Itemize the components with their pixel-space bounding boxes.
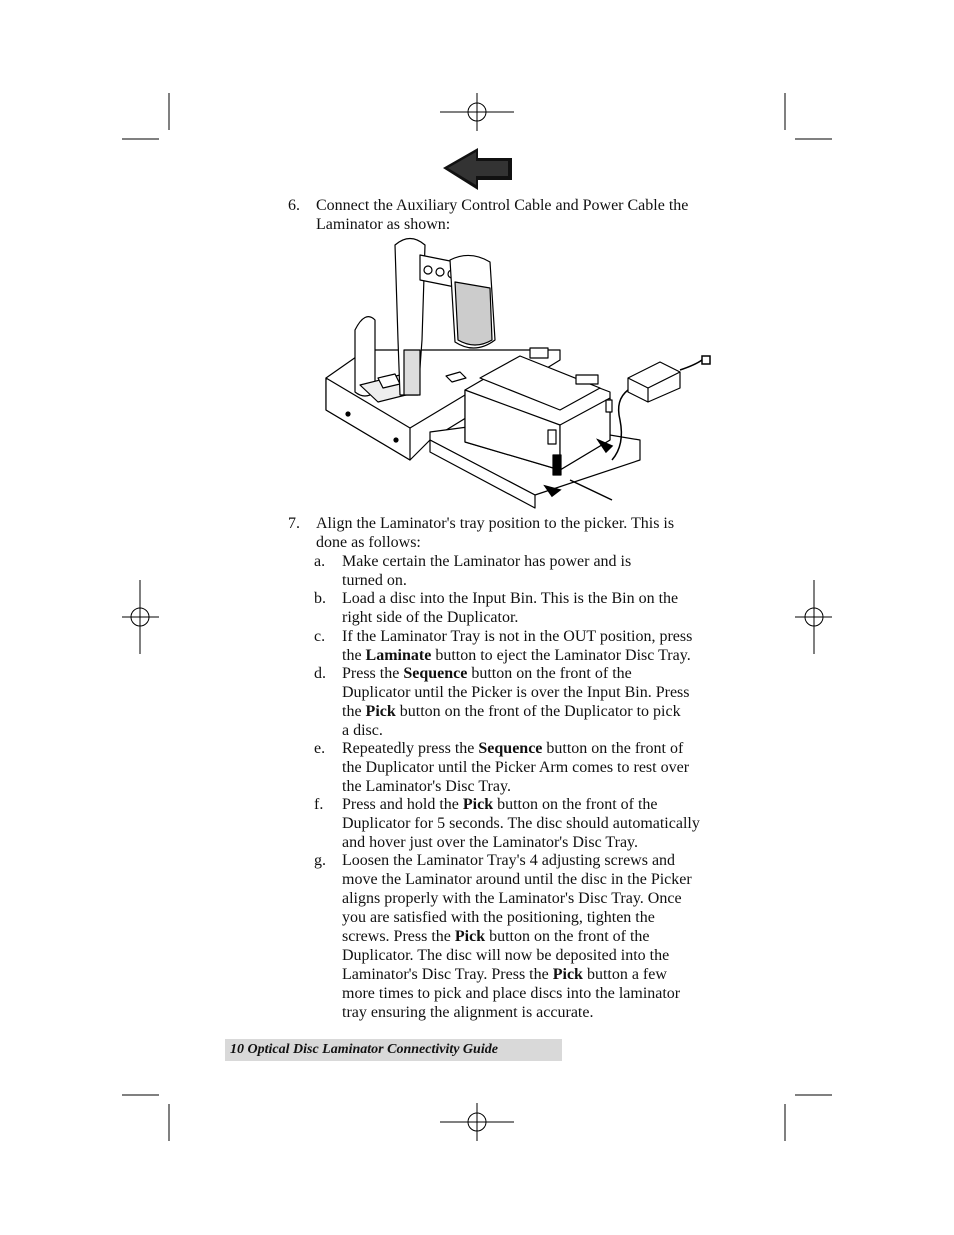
button-name-emphasis: Pick (462, 796, 494, 813)
substep-letter: c. (314, 628, 326, 645)
button-name-emphasis: Laminate (365, 647, 432, 664)
substep-text (342, 589, 678, 627)
substep-text (342, 851, 692, 1022)
text-line: Press the Sequence button on the front of the (342, 665, 632, 682)
substep-letter: f. (314, 796, 324, 813)
substep-letter: g. (314, 852, 326, 869)
text-line: done as follows: (316, 534, 421, 551)
text-line: the Duplicator until the Picker Arm comes to rest over (342, 759, 690, 776)
page-footer: 10 Optical Disc Laminator Connectivity Guide (225, 1039, 562, 1061)
text-line: Make certain the Laminator has power and is (342, 553, 632, 570)
text-line: Repeatedly press the Sequence button on the front of (342, 740, 684, 757)
substep-letter: b. (314, 590, 326, 607)
text-line: Load a disc into the Input Bin. This is the Bin on the (342, 590, 679, 607)
substep-text (342, 739, 689, 796)
substep-text (342, 552, 631, 590)
text-line: turned on. (342, 572, 407, 589)
step-number: 7. (288, 515, 300, 532)
text-line: Laminator as shown: (316, 216, 451, 233)
button-name-emphasis: Pick (552, 966, 583, 983)
text-line: more times to pick and place discs into the laminator (342, 985, 681, 1002)
text-line: a disc. (342, 722, 383, 739)
step-7-text (316, 514, 674, 552)
button-name-emphasis: Pick (454, 928, 486, 945)
text-line: Connect the Auxiliary Control Cable and Power Cable the (316, 197, 689, 214)
text-line: you are satisfied with the positioning, tighten the (342, 909, 655, 926)
substep-letter: a. (314, 553, 326, 570)
substep-letter: d. (314, 665, 326, 682)
text-line: Duplicator for 5 seconds. The disc should automatically (342, 815, 700, 832)
substep-text (342, 795, 700, 852)
step-number: 6. (288, 197, 300, 214)
button-name-emphasis: Sequence (478, 740, 543, 757)
text-line: Laminator's Disc Tray. Press the Pick button a few (342, 966, 667, 983)
text-line: Loosen the Laminator Tray's 4 adjusting screws and (342, 852, 676, 869)
text-line: Press and hold the Pick button on the front of the (342, 796, 658, 813)
text-line: aligns properly with the Laminator's Disc Tray. Once (342, 890, 682, 907)
substep-letter: e. (314, 740, 326, 757)
substep-text (342, 627, 692, 665)
text-line: If the Laminator Tray is not in the OUT position, press (342, 628, 693, 645)
text-line: move the Laminator around until the disc in the Picker (342, 871, 692, 888)
text-line: and hover just over the Laminator's Disc Tray. (342, 834, 639, 851)
text-line: screws. Press the Pick button on the front of the (342, 928, 650, 945)
text-line: Align the Laminator's tray position to the picker. This is (316, 515, 675, 532)
text-line: the Laminate button to eject the Laminator Disc Tray. (342, 647, 691, 664)
text-line: tray ensuring the alignment is accurate. (342, 1004, 594, 1021)
text-line: right side of the Duplicator. (342, 609, 519, 626)
button-name-emphasis: Sequence (403, 665, 468, 682)
button-name-emphasis: Pick (365, 703, 396, 720)
text-line: the Laminator's Disc Tray. (342, 778, 511, 795)
substep-text (342, 664, 690, 740)
text-line: Duplicator. The disc will now be deposited into the (342, 947, 670, 964)
text-line: the Pick button on the front of the Duplicator to pick (342, 703, 681, 720)
text-line: Duplicator until the Picker is over the Input Bin. Press (342, 684, 690, 701)
